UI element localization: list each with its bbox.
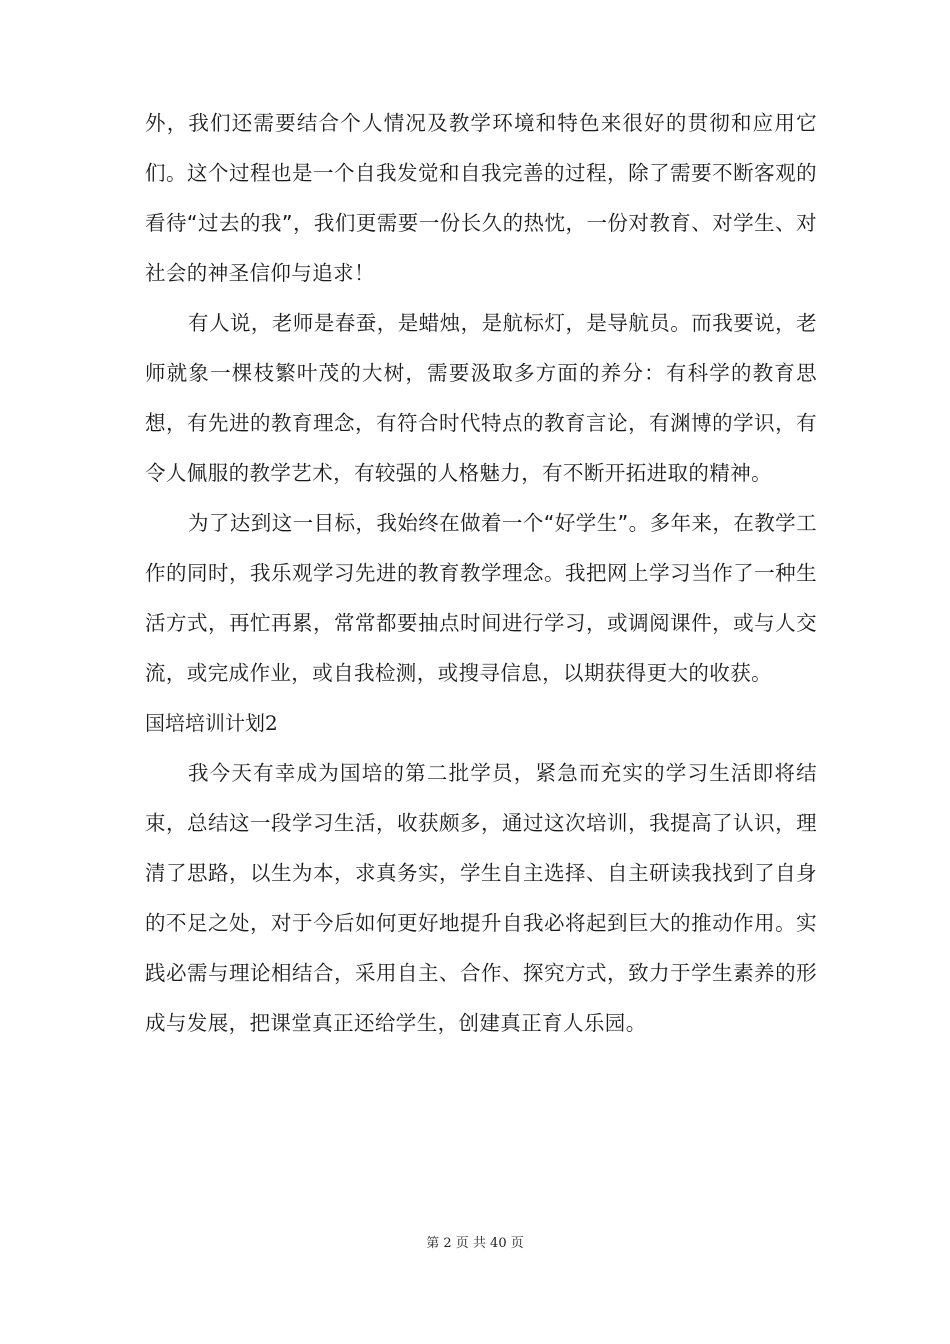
document-body — [145, 98, 817, 1048]
paragraph-good-student: 为了达到这一目标，我始终在做着一个“好学生”。多年来，在教学工作的同时，我乐观学习先进的教育教学理念。我把网上学习当作了一种生活方式，再忙再累，常常都要抽点时间进行学习，或调阅课件，或与人交流，或完成作业，或自我检测，或搜寻信息，以期获得更大的收获。 — [145, 511, 817, 685]
page-footer: 第 2 页 共 40 页 — [426, 1236, 524, 1251]
section-heading: 国培培训计划2 — [145, 711, 278, 735]
paragraph-teacher-tree: 有人说，老师是春蚕，是蜡烛，是航标灯，是导航员。而我要说，老师就象一棵枝繁叶茂的大树，需要汲取多方面的养分：有科学的教育思想，有先进的教育理念，有符合时代特点的教育言论，有渊博的学识，有令人佩服的教学艺术，有较强的人格魅力，有不断开拓进取的精神。 — [145, 311, 817, 485]
paragraph-guopei: 我今天有幸成为国培的第二批学员，紧急而充实的学习生活即将结束，总结这一段学习生活，收获颇多，通过这次培训，我提高了认识，理清了思路，以生为本，求真务实，学生自主选择、自主研读我找到了自身的不足之处，对于今后如何更好地提升自我必将起到巨大的推动作用。实践必需与理论相结合，采用自主、合作、探究方式，致力于学生素养的形成与发展，把课堂真正还给学生，创建真正育人乐园。 — [145, 761, 817, 1035]
paragraph-continued: 外，我们还需要结合个人情况及教学环境和特色来很好的贯彻和应用它们。这个过程也是一个自我发觉和自我完善的过程，除了需要不断客观的看待“过去的我”，我们更需要一份长久的热忱，一份对教育、对学生、对社会的神圣信仰与追求！ — [145, 111, 817, 285]
